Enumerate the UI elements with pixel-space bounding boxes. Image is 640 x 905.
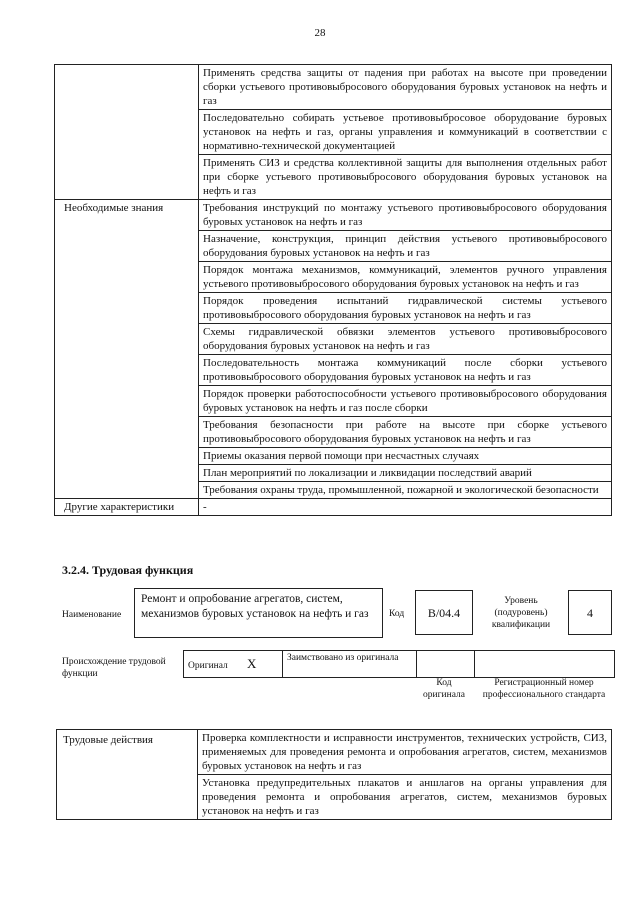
knowledge-item: Требования охраны труда, промышленной, пожарной и экологической безопасности (199, 482, 612, 499)
knowledge-item: План мероприятий по локализации и ликвидации последствий аварий (199, 465, 612, 482)
divider (474, 650, 475, 678)
knowledge-item: Схемы гидравлической обвязки элементов устьевого противовыбросового оборудования буровых установок на нефть и газ (199, 324, 612, 355)
level-value: 4 (568, 590, 612, 635)
skill-item: Последовательно собирать устьевое противовыбросовое оборудование буровых установок на нефть и газ, органы управления и коммуникаций в соответствии с нормативно-технической документацией (199, 110, 612, 155)
origin-label: Происхождение трудовой функции (62, 657, 166, 679)
other-value: - (199, 499, 612, 516)
actions-label: Трудовые действия (57, 730, 198, 820)
table-row (57, 730, 612, 775)
knowledge-item: Требования безопасности при работе на высоте при сборке устьевого противовыбросового оборудования буровых установок на нефть и газ (199, 417, 612, 448)
empty-cell (55, 65, 199, 200)
original-label: Оригинал (188, 661, 228, 671)
reg-number-label: Регистрационный номер профессионального стандарта (482, 678, 606, 700)
name-label: Наименование (62, 610, 122, 620)
action-item: Установка предупредительных плакатов и аншлагов на органы управления для проведения ремонта и опробования агрегатов, систем, механизмов буровых установок на нефть и газ (198, 775, 612, 820)
function-name: Ремонт и опробование агрегатов, систем, механизмов буровых установок на нефть и газ (134, 588, 383, 638)
function-code: B/04.4 (415, 590, 473, 635)
knowledge-item: Назначение, конструкция, принцип действия устьевого противовыбросового оборудования буровых установок на нефть и газ (199, 231, 612, 262)
knowledge-item: Порядок проверки работоспособности устьевого противовыбросового оборудования буровых установок на нефть и газ после сборки (199, 386, 612, 417)
knowledge-item: Порядок монтажа механизмов, коммуникаций, элементов ручного управления устьевого противовыбросового оборудования буровых установок на нефть и газ (199, 262, 612, 293)
knowledge-item: Требования инструкций по монтажу устьевого противовыбросового оборудования буровых установок на нефть и газ (199, 200, 612, 231)
code-original-label: Код оригинала (423, 678, 465, 700)
skills-knowledge-table (54, 64, 612, 516)
knowledge-item: Последовательность монтажа коммуникаций после сборки устьевого противовыбросового оборудования буровых установок на нефть и газ (199, 355, 612, 386)
section-title: 3.2.4. Трудовая функция (62, 563, 194, 577)
original-mark: X (247, 656, 257, 671)
borrowed-label: Заимствовано из оригинала (287, 653, 399, 663)
divider (282, 650, 283, 678)
skill-item: Применять средства защиты от падения при работах на высоте при проведении сборки устьевого противовыбросового оборудования буровых установок на нефть и газ (199, 65, 612, 110)
table-row (55, 499, 612, 516)
code-label: Код (389, 609, 405, 619)
skill-item: Применять СИЗ и средства коллективной защиты для выполнения отдельных работ при сборке устьевого противовыбросового оборудования буровых установок на нефть и газ (199, 155, 612, 200)
table-row (55, 200, 612, 231)
knowledge-label: Необходимые знания (55, 200, 199, 499)
actions-table (56, 729, 612, 820)
action-item: Проверка комплектности и исправности инструментов, технических устройств, СИЗ, применяемых для проведения ремонта и опробования агрегатов, систем, механизмов буровых установок на нефть и газ (198, 730, 612, 775)
knowledge-item: Приемы оказания первой помощи при несчастных случаях (199, 448, 612, 465)
page-number: 28 (314, 27, 326, 39)
divider (416, 650, 417, 678)
other-label: Другие характеристики (55, 499, 199, 516)
level-label: Уровень (подуровень) квалификации (491, 596, 551, 630)
table-row (55, 65, 612, 110)
knowledge-item: Порядок проведения испытаний гидравлической системы устьевого противовыбросового оборудования буровых установок на нефть и газ (199, 293, 612, 324)
